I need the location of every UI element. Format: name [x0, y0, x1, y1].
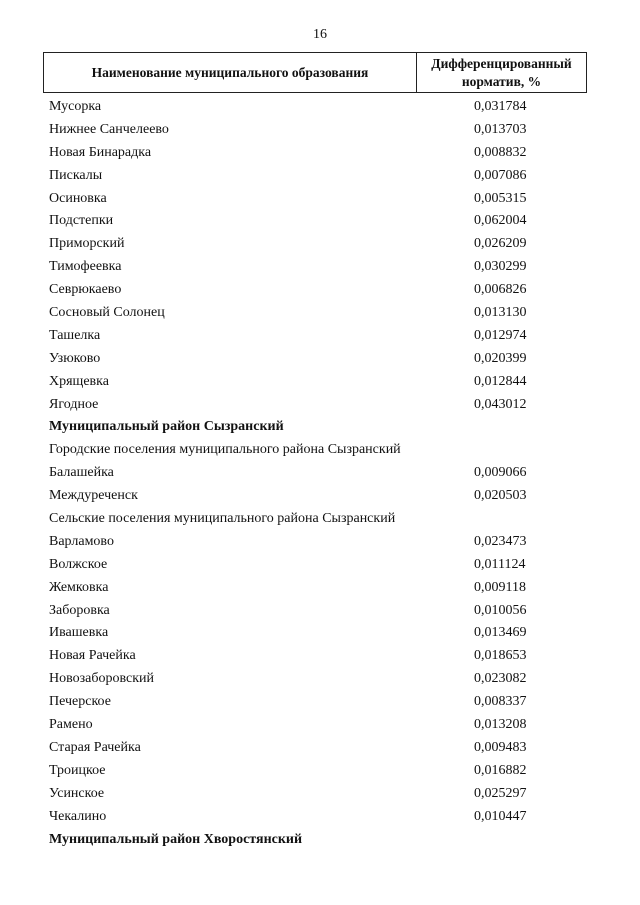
header-name-column: Наименование муниципального образования — [44, 53, 417, 92]
table-header — [43, 52, 587, 93]
normative-value: 0,008337 — [474, 694, 527, 710]
municipality-name: Хрящевка — [49, 373, 109, 389]
subsection-row — [0, 439, 640, 462]
municipality-name: Сельские поселения муниципального района Сызранский — [49, 511, 396, 527]
table-row — [0, 302, 640, 325]
table-row — [0, 142, 640, 165]
table-row — [0, 394, 640, 417]
municipality-name: Тимофеевка — [49, 259, 122, 275]
table-row — [0, 233, 640, 256]
municipality-name: Городские поселения муниципального района Сызранский — [49, 442, 401, 458]
table-row — [0, 165, 640, 188]
municipality-name: Варламово — [49, 533, 114, 549]
normative-value: 0,013703 — [474, 121, 527, 137]
normative-value: 0,020399 — [474, 350, 527, 366]
municipality-name: Осиновка — [49, 190, 107, 206]
normative-value: 0,043012 — [474, 396, 527, 412]
municipality-name: Волжское — [49, 556, 108, 572]
table-body — [0, 96, 640, 851]
normative-value: 0,020503 — [474, 488, 527, 504]
table-row — [0, 554, 640, 577]
municipality-name: Пискалы — [49, 167, 103, 183]
table-row — [0, 600, 640, 623]
normative-value: 0,011124 — [474, 556, 526, 572]
normative-value: 0,023473 — [474, 533, 527, 549]
municipality-name: Узюково — [49, 350, 101, 366]
municipality-name: Ивашевка — [49, 625, 109, 641]
table-row — [0, 691, 640, 714]
municipality-name: Заборовка — [49, 602, 110, 618]
municipality-name: Приморский — [49, 236, 125, 252]
municipality-name: Ташелка — [49, 327, 101, 343]
municipality-name: Усинское — [49, 785, 105, 801]
normative-value: 0,026209 — [474, 236, 527, 252]
table-row — [0, 279, 640, 302]
normative-value: 0,005315 — [474, 190, 527, 206]
normative-value: 0,030299 — [474, 259, 527, 275]
normative-value: 0,023082 — [474, 671, 527, 687]
normative-value: 0,013469 — [474, 625, 527, 641]
table-row — [0, 577, 640, 600]
municipality-name: Жемковка — [49, 579, 109, 595]
normative-value: 0,012974 — [474, 327, 527, 343]
municipality-name: Мусорка — [49, 99, 102, 114]
normative-value: 0,013130 — [474, 305, 527, 321]
normative-value: 0,016882 — [474, 762, 527, 778]
municipality-name: Рамено — [49, 717, 93, 733]
municipality-name: Нижнее Санчелеево — [49, 121, 169, 137]
normative-value: 0,062004 — [474, 213, 527, 229]
table-row — [0, 714, 640, 737]
table-row — [0, 188, 640, 211]
table-row — [0, 531, 640, 554]
municipality-name: Подстепки — [49, 213, 114, 229]
section-heading-row — [0, 416, 640, 439]
header-norm-column: Дифференцированный норматив, % — [431, 55, 572, 89]
table-row — [0, 348, 640, 371]
normative-value: 0,007086 — [474, 167, 527, 183]
normative-value: 0,009066 — [474, 465, 527, 481]
normative-value: 0,018653 — [474, 648, 527, 664]
normative-value: 0,025297 — [474, 785, 527, 801]
table-row — [0, 96, 640, 119]
municipality-name: Ягодное — [49, 396, 99, 412]
normative-value: 0,010447 — [474, 808, 527, 824]
normative-value: 0,010056 — [474, 602, 527, 618]
municipality-name: Новая Бинарадка — [49, 144, 152, 160]
table-row — [0, 737, 640, 760]
municipality-name: Севрюкаево — [49, 282, 122, 298]
normative-value: 0,012844 — [474, 373, 527, 389]
section-heading-row — [0, 829, 640, 852]
subsection-row — [0, 508, 640, 531]
table-row — [0, 119, 640, 142]
municipality-name: Муниципальный район Хворостянский — [49, 831, 303, 847]
municipality-name: Старая Рачейка — [49, 739, 141, 755]
table-row — [0, 325, 640, 348]
municipality-name: Троицкое — [49, 762, 106, 778]
municipality-name: Балашейка — [49, 465, 114, 481]
normative-value: 0,006826 — [474, 282, 527, 298]
table-row — [0, 783, 640, 806]
table-row — [0, 806, 640, 829]
normative-value: 0,009483 — [474, 739, 527, 755]
table-row — [0, 485, 640, 508]
normative-value: 0,013208 — [474, 717, 527, 733]
municipality-name: Междуреченск — [49, 488, 138, 504]
table-row — [0, 645, 640, 668]
table-row — [0, 256, 640, 279]
municipality-name: Чекалино — [49, 808, 107, 824]
page-number: 16 — [313, 27, 327, 42]
municipality-name: Печерское — [49, 694, 111, 710]
table-row — [0, 371, 640, 394]
table-row — [0, 462, 640, 485]
municipality-name: Муниципальный район Сызранский — [49, 419, 284, 435]
normative-value: 0,009118 — [474, 579, 526, 595]
table-row — [0, 622, 640, 645]
table-row — [0, 668, 640, 691]
municipality-name: Сосновый Солонец — [49, 305, 165, 321]
normative-value: 0,008832 — [474, 144, 527, 160]
table-row — [0, 760, 640, 783]
normative-value: 0,031784 — [474, 99, 527, 114]
table-row — [0, 210, 640, 233]
municipality-name: Новозаборовский — [49, 671, 155, 687]
municipality-name: Новая Рачейка — [49, 648, 136, 664]
